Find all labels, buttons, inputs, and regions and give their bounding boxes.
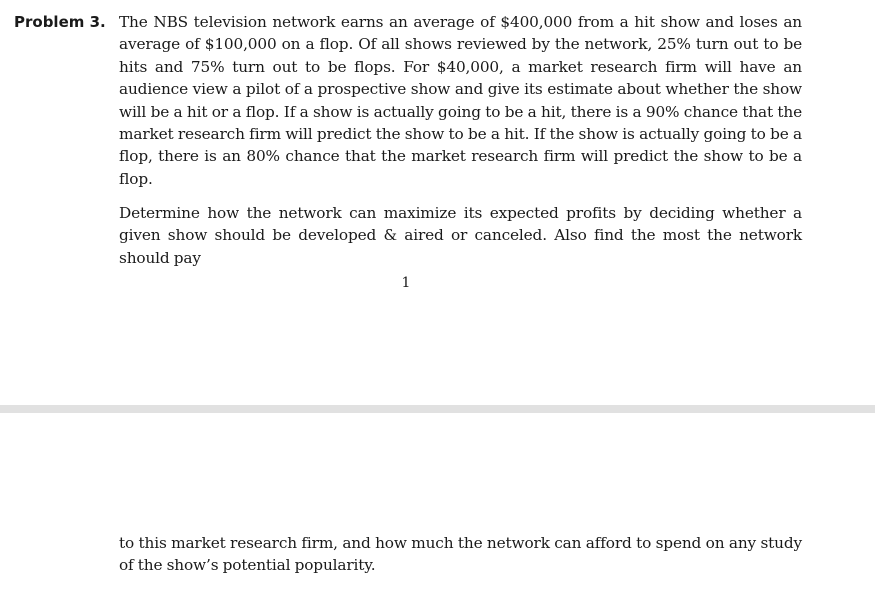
problem-paragraph-1: The NBS television network earns an average of $400,000 from a hit show and loses an average of $100,000 on a flop. Of all shows reviewed by the network, 25% turn out to be hits and 75% turn out to be flops. For $40,000, a market research firm will have an audience view a pilot of a prospective show and give its estimate about whether the show will be a hit or a flop. If a show is actually going to be a hit, there is a 90% chance that the market research firm will predict the show to be a hit. If the show is actually going to be a flop, there is an 80% chance that the market research firm will predict the show to be a flop. [119,13,802,188]
page-number: 1 [401,275,411,291]
problem-paragraph-2: Determine how the network can maximize its expected profits by deciding whether a given show should be developed & aired or canceled. Also find the most the network should pay [119,204,802,267]
problem-label: Problem 3. [14,13,106,31]
page-2 [0,413,875,600]
problem-paragraph-continued: to this market research firm, and how much the network can afford to spend on any study of the show’s potential popularity. [119,534,802,575]
page-separator [0,405,875,413]
